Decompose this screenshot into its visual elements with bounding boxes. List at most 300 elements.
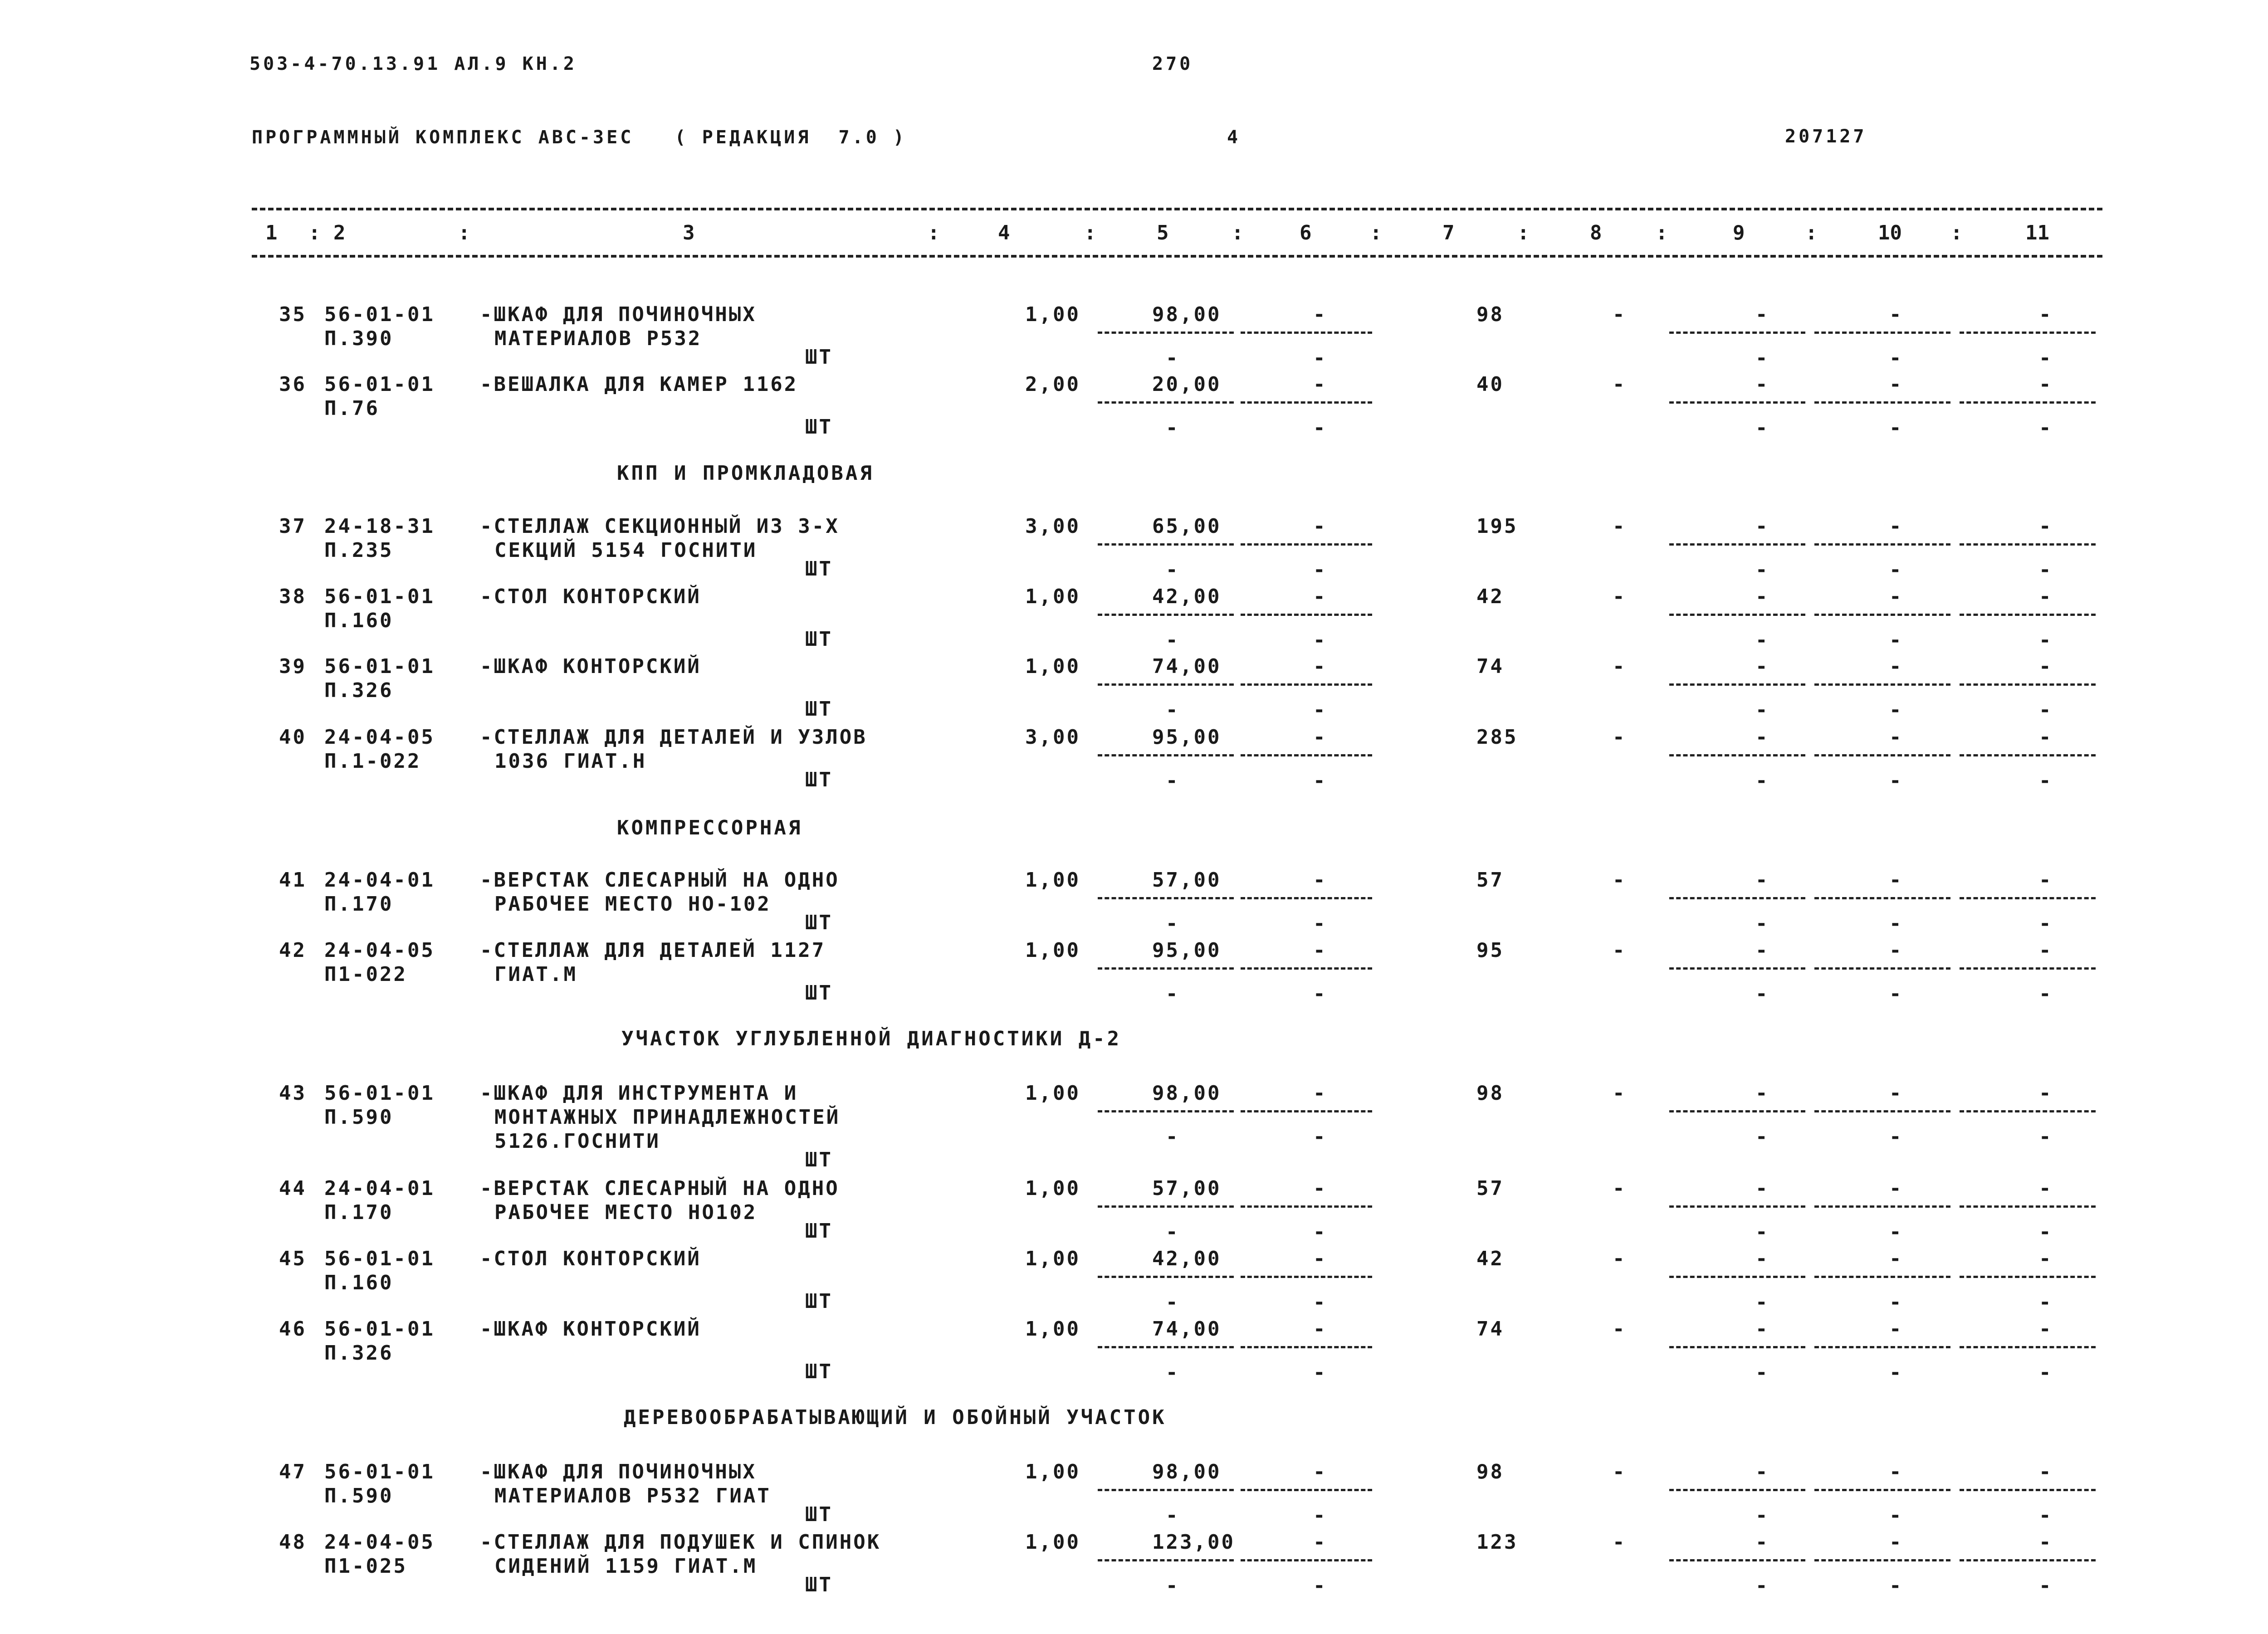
- quantity: 1,00: [1025, 1317, 1080, 1341]
- rate-code: 56-01-01: [324, 1082, 435, 1105]
- empty-value: -: [1755, 558, 1769, 581]
- total: 74: [1476, 655, 1504, 678]
- cell-rule: [1960, 1559, 2096, 1561]
- cell-rule: [1669, 1559, 1805, 1561]
- column-8: -: [1613, 303, 1627, 326]
- column-number: 2: [333, 221, 346, 244]
- empty-value: -: [2039, 1177, 2053, 1200]
- empty-value: -: [1889, 769, 1903, 792]
- empty-value: -: [2039, 1317, 2053, 1341]
- empty-value: -: [1755, 515, 1769, 538]
- empty-value: -: [1889, 698, 1903, 722]
- column-6: -: [1313, 1317, 1327, 1341]
- empty-value: -: [1889, 982, 1903, 1005]
- item-name: -ВЕРСТАК СЛЕСАРНЫЙ НА ОДНО: [480, 868, 840, 892]
- empty-value: -: [1166, 769, 1180, 792]
- total: 195: [1476, 515, 1518, 538]
- cell-rule: [1960, 1489, 2096, 1491]
- column-separator: :: [1950, 221, 1963, 244]
- empty-value: -: [1889, 1317, 1903, 1341]
- column-8: -: [1613, 585, 1627, 608]
- page-number: 270: [1152, 54, 1193, 74]
- unit: ШТ: [805, 768, 833, 791]
- unit-price: 42,00: [1152, 585, 1222, 608]
- cell-rule: [1098, 1346, 1234, 1348]
- row-number: 38: [279, 585, 307, 608]
- row-number: 40: [279, 726, 307, 749]
- unit: ШТ: [805, 911, 833, 934]
- cell-rule: [1098, 1559, 1234, 1561]
- cell-rule: [1098, 1205, 1234, 1208]
- empty-value: -: [2039, 698, 2053, 722]
- empty-value: -: [1889, 1247, 1903, 1270]
- empty-value: -: [1755, 1177, 1769, 1200]
- empty-value: -: [2039, 1220, 2053, 1244]
- empty-value: -: [2039, 726, 2053, 749]
- empty-value: -: [1889, 585, 1903, 608]
- quantity: 3,00: [1025, 515, 1080, 538]
- column-8: -: [1613, 1177, 1627, 1200]
- unit: ШТ: [805, 1148, 833, 1171]
- cell-rule: [1814, 754, 1950, 756]
- doc-code: 503-4-70.13.91 АЛ.9 КН.2: [249, 54, 577, 74]
- empty-value: -: [1889, 1220, 1903, 1244]
- rate-code: 24-04-05: [324, 726, 435, 749]
- empty-value: -: [2039, 1291, 2053, 1314]
- empty-value: -: [1755, 769, 1769, 792]
- rate-reference: П.76: [324, 397, 380, 420]
- cell-rule: [1814, 1110, 1950, 1112]
- rate-code: 24-04-05: [324, 1531, 435, 1554]
- empty-value: -: [1755, 585, 1769, 608]
- column-6: -: [1313, 939, 1327, 962]
- empty-value: -: [2039, 629, 2053, 652]
- section-title: КОМПРЕССОРНАЯ: [617, 816, 803, 839]
- empty-value: -: [1313, 1220, 1327, 1244]
- cell-rule: [1814, 543, 1950, 546]
- unit: ШТ: [805, 1360, 833, 1383]
- item-name: МАТЕРИАЛОВ Р532: [494, 327, 702, 350]
- column-8: -: [1613, 726, 1627, 749]
- empty-value: -: [1755, 1125, 1769, 1148]
- cell-rule: [1814, 1489, 1950, 1491]
- cell-rule: [1960, 1110, 2096, 1112]
- item-name: -СТЕЛЛАЖ ДЛЯ ПОДУШЕК И СПИНОК: [480, 1531, 881, 1554]
- item-name: -ВЕШАЛКА ДЛЯ КАМЕР 1162: [480, 373, 798, 396]
- item-name: 1036 ГИАТ.Н: [494, 750, 647, 773]
- sheet-number: 4: [1227, 127, 1241, 148]
- cell-rule: [1241, 614, 1372, 616]
- cell-rule: [1241, 1276, 1372, 1278]
- cell-rule: [1669, 1205, 1805, 1208]
- quantity: 2,00: [1025, 373, 1080, 396]
- unit-price: 20,00: [1152, 373, 1222, 396]
- unit: ШТ: [805, 628, 833, 651]
- cell-rule: [1669, 614, 1805, 616]
- column-number: 11: [2025, 221, 2049, 244]
- column-8: -: [1613, 1082, 1627, 1105]
- rate-reference: П.235: [324, 539, 394, 562]
- cell-rule: [1669, 401, 1805, 404]
- empty-value: -: [2039, 1125, 2053, 1148]
- unit-price: 98,00: [1152, 303, 1222, 326]
- cell-rule: [1814, 614, 1950, 616]
- item-name: -ШКАФ ДЛЯ ПОЧИНОЧНЫХ: [480, 303, 757, 326]
- empty-value: -: [1313, 698, 1327, 722]
- empty-value: -: [1313, 982, 1327, 1005]
- column-6: -: [1313, 373, 1327, 396]
- empty-value: -: [2039, 303, 2053, 326]
- empty-value: -: [1889, 726, 1903, 749]
- cell-rule: [1669, 1346, 1805, 1348]
- cell-rule: [1098, 332, 1234, 334]
- cell-rule: [1960, 332, 2096, 334]
- unit: ШТ: [805, 1290, 833, 1313]
- empty-value: -: [1166, 346, 1180, 370]
- unit-price: 95,00: [1152, 939, 1222, 962]
- cell-rule: [1241, 683, 1372, 686]
- cell-rule: [1960, 1346, 2096, 1348]
- empty-value: -: [1166, 982, 1180, 1005]
- row-number: 45: [279, 1247, 307, 1270]
- unit-price: 98,00: [1152, 1082, 1222, 1105]
- empty-value: -: [1755, 629, 1769, 652]
- column-8: -: [1613, 939, 1627, 962]
- cell-rule: [1098, 1489, 1234, 1491]
- cell-rule: [1960, 614, 2096, 616]
- empty-value: -: [1313, 1504, 1327, 1527]
- column-separator: :: [1084, 221, 1096, 244]
- row-number: 35: [279, 303, 307, 326]
- unit: ШТ: [805, 1503, 833, 1526]
- rate-reference: П.160: [324, 609, 394, 632]
- cell-rule: [1814, 1276, 1950, 1278]
- rate-reference: П1-025: [324, 1555, 407, 1578]
- quantity: 1,00: [1025, 655, 1080, 678]
- cell-rule: [1241, 1205, 1372, 1208]
- column-8: -: [1613, 373, 1627, 396]
- cell-rule: [1669, 543, 1805, 546]
- cell-rule: [1960, 967, 2096, 970]
- item-name: РАБОЧЕЕ МЕСТО НО-102: [494, 893, 771, 916]
- cell-rule: [1098, 1276, 1234, 1278]
- item-name: 5126.ГОСНИТИ: [494, 1130, 660, 1153]
- empty-value: -: [1166, 912, 1180, 935]
- cell-rule: [1960, 683, 2096, 686]
- unit-price: 57,00: [1152, 868, 1222, 892]
- empty-value: -: [1313, 769, 1327, 792]
- column-8: -: [1613, 655, 1627, 678]
- column-separator: :: [1517, 221, 1530, 244]
- empty-value: -: [1313, 1574, 1327, 1597]
- cell-rule: [1098, 543, 1234, 546]
- rate-code: 24-04-05: [324, 939, 435, 962]
- rate-reference: П.590: [324, 1484, 394, 1507]
- item-name: МАТЕРИАЛОВ Р532 ГИАТ: [494, 1484, 771, 1507]
- empty-value: -: [2039, 769, 2053, 792]
- unit-price: 123,00: [1152, 1531, 1235, 1554]
- cell-rule: [1241, 332, 1372, 334]
- empty-value: -: [1755, 726, 1769, 749]
- unit: ШТ: [805, 697, 833, 721]
- column-number: 5: [1157, 221, 1169, 244]
- total: 98: [1476, 1460, 1504, 1483]
- empty-value: -: [1889, 416, 1903, 439]
- item-name: СИДЕНИЙ 1159 ГИАТ.М: [494, 1555, 758, 1578]
- cell-rule: [1669, 1276, 1805, 1278]
- unit-price: 42,00: [1152, 1247, 1222, 1270]
- section-title: УЧАСТОК УГЛУБЛЕННОЙ ДИАГНОСТИКИ Д-2: [621, 1027, 1122, 1050]
- rate-code: 56-01-01: [324, 1247, 435, 1270]
- column-6: -: [1313, 868, 1327, 892]
- cell-rule: [1098, 1110, 1234, 1112]
- empty-value: -: [1755, 1531, 1769, 1554]
- row-number: 46: [279, 1317, 307, 1341]
- cell-rule: [1241, 1559, 1372, 1561]
- unit: ШТ: [805, 346, 833, 369]
- total: 285: [1476, 726, 1518, 749]
- empty-value: -: [1313, 416, 1327, 439]
- cell-rule: [1098, 683, 1234, 686]
- empty-value: -: [1313, 1291, 1327, 1314]
- total: 57: [1476, 868, 1504, 892]
- cell-rule: [1814, 1205, 1950, 1208]
- empty-value: -: [1889, 1125, 1903, 1148]
- empty-value: -: [1166, 629, 1180, 652]
- cell-rule: [1669, 683, 1805, 686]
- column-6: -: [1313, 1460, 1327, 1483]
- column-6: -: [1313, 1247, 1327, 1270]
- unit: ШТ: [805, 415, 833, 439]
- quantity: 1,00: [1025, 1460, 1080, 1483]
- column-number: 1: [265, 221, 278, 244]
- empty-value: -: [2039, 868, 2053, 892]
- section-title: ДЕРЕВООБРАБАТЫВАЮЩИЙ И ОБОЙНЫЙ УЧАСТОК: [624, 1406, 1167, 1429]
- empty-value: -: [1889, 1177, 1903, 1200]
- empty-value: -: [1889, 303, 1903, 326]
- empty-value: -: [2039, 655, 2053, 678]
- unit-price: 74,00: [1152, 1317, 1222, 1341]
- empty-value: -: [1889, 655, 1903, 678]
- empty-value: -: [1313, 1125, 1327, 1148]
- item-name: -СТЕЛЛАЖ ДЛЯ ДЕТАЛЕЙ 1127: [480, 939, 826, 962]
- rate-code: 56-01-01: [324, 1460, 435, 1483]
- empty-value: -: [1166, 1220, 1180, 1244]
- empty-value: -: [1755, 1504, 1769, 1527]
- empty-value: -: [1755, 346, 1769, 370]
- quantity: 1,00: [1025, 939, 1080, 962]
- empty-value: -: [2039, 1531, 2053, 1554]
- empty-value: -: [1313, 346, 1327, 370]
- empty-value: -: [1755, 373, 1769, 396]
- empty-value: -: [2039, 558, 2053, 581]
- rate-reference: П.390: [324, 327, 394, 350]
- cell-rule: [1241, 897, 1372, 899]
- cell-rule: [1669, 332, 1805, 334]
- item-name: МОНТАЖНЫХ ПРИНАДЛЕЖНОСТЕЙ: [494, 1106, 841, 1129]
- empty-value: -: [1313, 1361, 1327, 1384]
- unit-price: 98,00: [1152, 1460, 1222, 1483]
- column-8: -: [1613, 1531, 1627, 1554]
- column-8: -: [1613, 1460, 1627, 1483]
- column-separator: :: [1232, 221, 1244, 244]
- row-number: 37: [279, 515, 307, 538]
- empty-value: -: [2039, 373, 2053, 396]
- cell-rule: [1241, 401, 1372, 404]
- empty-value: -: [1755, 1247, 1769, 1270]
- empty-value: -: [2039, 416, 2053, 439]
- unit: ШТ: [805, 1219, 833, 1243]
- row-number: 41: [279, 868, 307, 892]
- empty-value: -: [2039, 912, 2053, 935]
- total: 95: [1476, 939, 1504, 962]
- rate-code: 24-18-31: [324, 515, 435, 538]
- rate-reference: П.170: [324, 893, 394, 916]
- cell-rule: [1098, 967, 1234, 970]
- quantity: 1,00: [1025, 1531, 1080, 1554]
- row-number: 48: [279, 1531, 307, 1554]
- rate-reference: П.326: [324, 1341, 394, 1365]
- row-number: 44: [279, 1177, 307, 1200]
- empty-value: -: [1889, 558, 1903, 581]
- unit: ШТ: [805, 557, 833, 580]
- column-separator: :: [1656, 221, 1668, 244]
- cell-rule: [1098, 401, 1234, 404]
- quantity: 1,00: [1025, 868, 1080, 892]
- column-6: -: [1313, 655, 1327, 678]
- column-6: -: [1313, 303, 1327, 326]
- empty-value: -: [1889, 868, 1903, 892]
- empty-value: -: [2039, 346, 2053, 370]
- row-number: 39: [279, 655, 307, 678]
- item-name: -ВЕРСТАК СЛЕСАРНЫЙ НА ОДНО: [480, 1177, 840, 1200]
- item-name: -СТОЛ КОНТОРСКИЙ: [480, 585, 701, 608]
- cell-rule: [1241, 1110, 1372, 1112]
- empty-value: -: [1313, 912, 1327, 935]
- empty-value: -: [2039, 585, 2053, 608]
- row-number: 47: [279, 1460, 307, 1483]
- empty-value: -: [1755, 1220, 1769, 1244]
- column-6: -: [1313, 1531, 1327, 1554]
- table-header-rule: [252, 255, 2102, 258]
- column-separator: :: [1370, 221, 1382, 244]
- empty-value: -: [1755, 868, 1769, 892]
- column-separator: :: [308, 221, 321, 244]
- unit: ШТ: [805, 981, 833, 1005]
- document-code: 207127: [1785, 126, 1867, 147]
- column-separator: :: [458, 221, 470, 244]
- empty-value: -: [1166, 1125, 1180, 1148]
- empty-value: -: [1889, 1574, 1903, 1597]
- empty-value: -: [1755, 1574, 1769, 1597]
- empty-value: -: [2039, 982, 2053, 1005]
- rate-reference: П.170: [324, 1201, 394, 1224]
- rate-code: 56-01-01: [324, 373, 435, 396]
- empty-value: -: [1889, 1531, 1903, 1554]
- cell-rule: [1814, 1346, 1950, 1348]
- column-6: -: [1313, 515, 1327, 538]
- column-number: 10: [1878, 221, 1902, 244]
- empty-value: -: [1755, 698, 1769, 722]
- empty-value: -: [2039, 515, 2053, 538]
- section-title: КПП И ПРОМКЛАДОВАЯ: [617, 462, 874, 485]
- empty-value: -: [1166, 698, 1180, 722]
- quantity: 1,00: [1025, 1247, 1080, 1270]
- empty-value: -: [2039, 1361, 2053, 1384]
- rate-code: 56-01-01: [324, 585, 435, 608]
- row-number: 43: [279, 1082, 307, 1105]
- empty-value: -: [1755, 303, 1769, 326]
- program-title: ПРОГРАММНЫЙ КОМПЛЕКС АВС-3ЕС ( РЕДАКЦИЯ 7.0 ): [252, 127, 907, 148]
- total: 74: [1476, 1317, 1504, 1341]
- empty-value: -: [1889, 373, 1903, 396]
- column-8: -: [1613, 1247, 1627, 1270]
- rate-reference: П1-022: [324, 963, 407, 986]
- empty-value: -: [1166, 1504, 1180, 1527]
- column-number: 6: [1300, 221, 1312, 244]
- rate-code: 24-04-01: [324, 1177, 435, 1200]
- empty-value: -: [1755, 1082, 1769, 1105]
- empty-value: -: [1166, 1574, 1180, 1597]
- cell-rule: [1241, 1346, 1372, 1348]
- empty-value: -: [1889, 1082, 1903, 1105]
- column-8: -: [1613, 1317, 1627, 1341]
- empty-value: -: [1166, 1361, 1180, 1384]
- cell-rule: [1960, 754, 2096, 756]
- column-separator: :: [928, 221, 940, 244]
- empty-value: -: [1313, 558, 1327, 581]
- row-number: 42: [279, 939, 307, 962]
- cell-rule: [1960, 1276, 2096, 1278]
- row-number: 36: [279, 373, 307, 396]
- item-name: -ШКАФ ДЛЯ ИНСТРУМЕНТА И: [480, 1082, 798, 1105]
- rate-reference: П.590: [324, 1106, 394, 1129]
- quantity: 3,00: [1025, 726, 1080, 749]
- quantity: 1,00: [1025, 585, 1080, 608]
- total: 42: [1476, 585, 1504, 608]
- column-number: 7: [1442, 221, 1455, 244]
- empty-value: -: [1755, 1291, 1769, 1314]
- empty-value: -: [2039, 939, 2053, 962]
- cell-rule: [1960, 897, 2096, 899]
- empty-value: -: [1755, 982, 1769, 1005]
- unit-price: 57,00: [1152, 1177, 1222, 1200]
- empty-value: -: [1166, 416, 1180, 439]
- empty-value: -: [1313, 629, 1327, 652]
- item-name: -ШКАФ КОНТОРСКИЙ: [480, 655, 701, 678]
- column-number: 3: [683, 221, 695, 244]
- empty-value: -: [1889, 1361, 1903, 1384]
- quantity: 1,00: [1025, 303, 1080, 326]
- cell-rule: [1241, 1489, 1372, 1491]
- cell-rule: [1669, 1489, 1805, 1491]
- unit: ШТ: [805, 1573, 833, 1596]
- table-top-rule: [252, 208, 2102, 210]
- empty-value: -: [1889, 346, 1903, 370]
- empty-value: -: [1755, 416, 1769, 439]
- empty-value: -: [1755, 655, 1769, 678]
- column-6: -: [1313, 585, 1327, 608]
- cell-rule: [1814, 897, 1950, 899]
- column-number: 4: [998, 221, 1010, 244]
- rate-reference: П.1-022: [324, 750, 421, 773]
- column-8: -: [1613, 868, 1627, 892]
- empty-value: -: [1889, 629, 1903, 652]
- empty-value: -: [1889, 1504, 1903, 1527]
- empty-value: -: [2039, 1574, 2053, 1597]
- cell-rule: [1241, 967, 1372, 970]
- item-name: СЕКЦИЙ 5154 ГОСНИТИ: [494, 539, 758, 562]
